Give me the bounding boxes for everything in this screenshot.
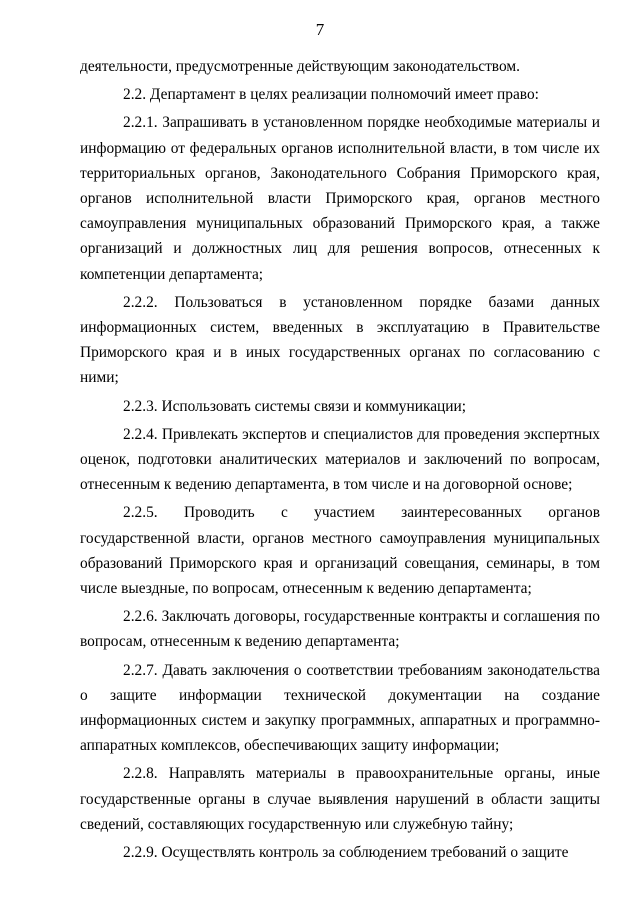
paragraph-2-2-1: 2.2.1. Запрашивать в установленном порядке необходимые материалы и информацию от федеральных органов исполнительной власти, в том числе их территориальных органов, Законодательного Собрания Приморского края, органов исполнительной власти Приморского края, органов местного самоуправления муниципальных образований Приморского края, а также организаций и должностных лиц для решения вопросов, отнесенных к компетенции департамента; <box>80 114 600 283</box>
paragraph-2-2-6: 2.2.6. Заключать договоры, государственные контракты и соглашения по вопросам, отнесенным к ведению департамента; <box>80 608 600 651</box>
paragraph-2-2-4: 2.2.4. Привлекать экспертов и специалистов для проведения экспертных оценок, подготовки аналитических материалов и заключений по вопросам, отнесенным к ведению департамента, в том числе и на договорной основе; <box>80 425 600 494</box>
paragraph-2-2-5: 2.2.5. Проводить с участием заинтересованных органов государственной власти, органов местного самоуправления муниципальных образований Приморского края и организаций совещания, семинары, в том числе выездные, по вопросам, отнесенным к ведению департамента; <box>80 504 600 598</box>
paragraph-2-2: 2.2. Департамент в целях реализации полномочий имеет право: <box>123 86 539 104</box>
paragraph-2-2-8: 2.2.8. Направлять материалы в правоохранительные органы, иные государственные органы в случае выявления нарушений в области защиты сведений, составляющих государственную или служебную тайну; <box>80 765 600 833</box>
paragraph-2-2-2: 2.2.2. Пользоваться в установленном порядке базами данных информационных систем, введенных в эксплуатацию в Правительстве Приморского края и в иных государственных органах по согласованию с ними; <box>80 293 600 387</box>
paragraph-2-2-7: 2.2.7. Давать заключения о соответствии требованиям законодательства о защите информации технической документации на создание информационных систем и закупку программных, аппаратных и программно-аппаратных комплексов, обеспечивающих защиту информации; <box>80 661 600 755</box>
document-body <box>80 54 600 868</box>
paragraph-2-2-9: 2.2.9. Осуществлять контроль за соблюдением требований о защите <box>123 844 569 862</box>
paragraph-2-2-3: 2.2.3. Использовать системы связи и коммуникации; <box>123 397 467 415</box>
paragraph-continuation: деятельности, предусмотренные действующим законодательством. <box>80 58 520 75</box>
page-number: 7 <box>315 20 325 39</box>
